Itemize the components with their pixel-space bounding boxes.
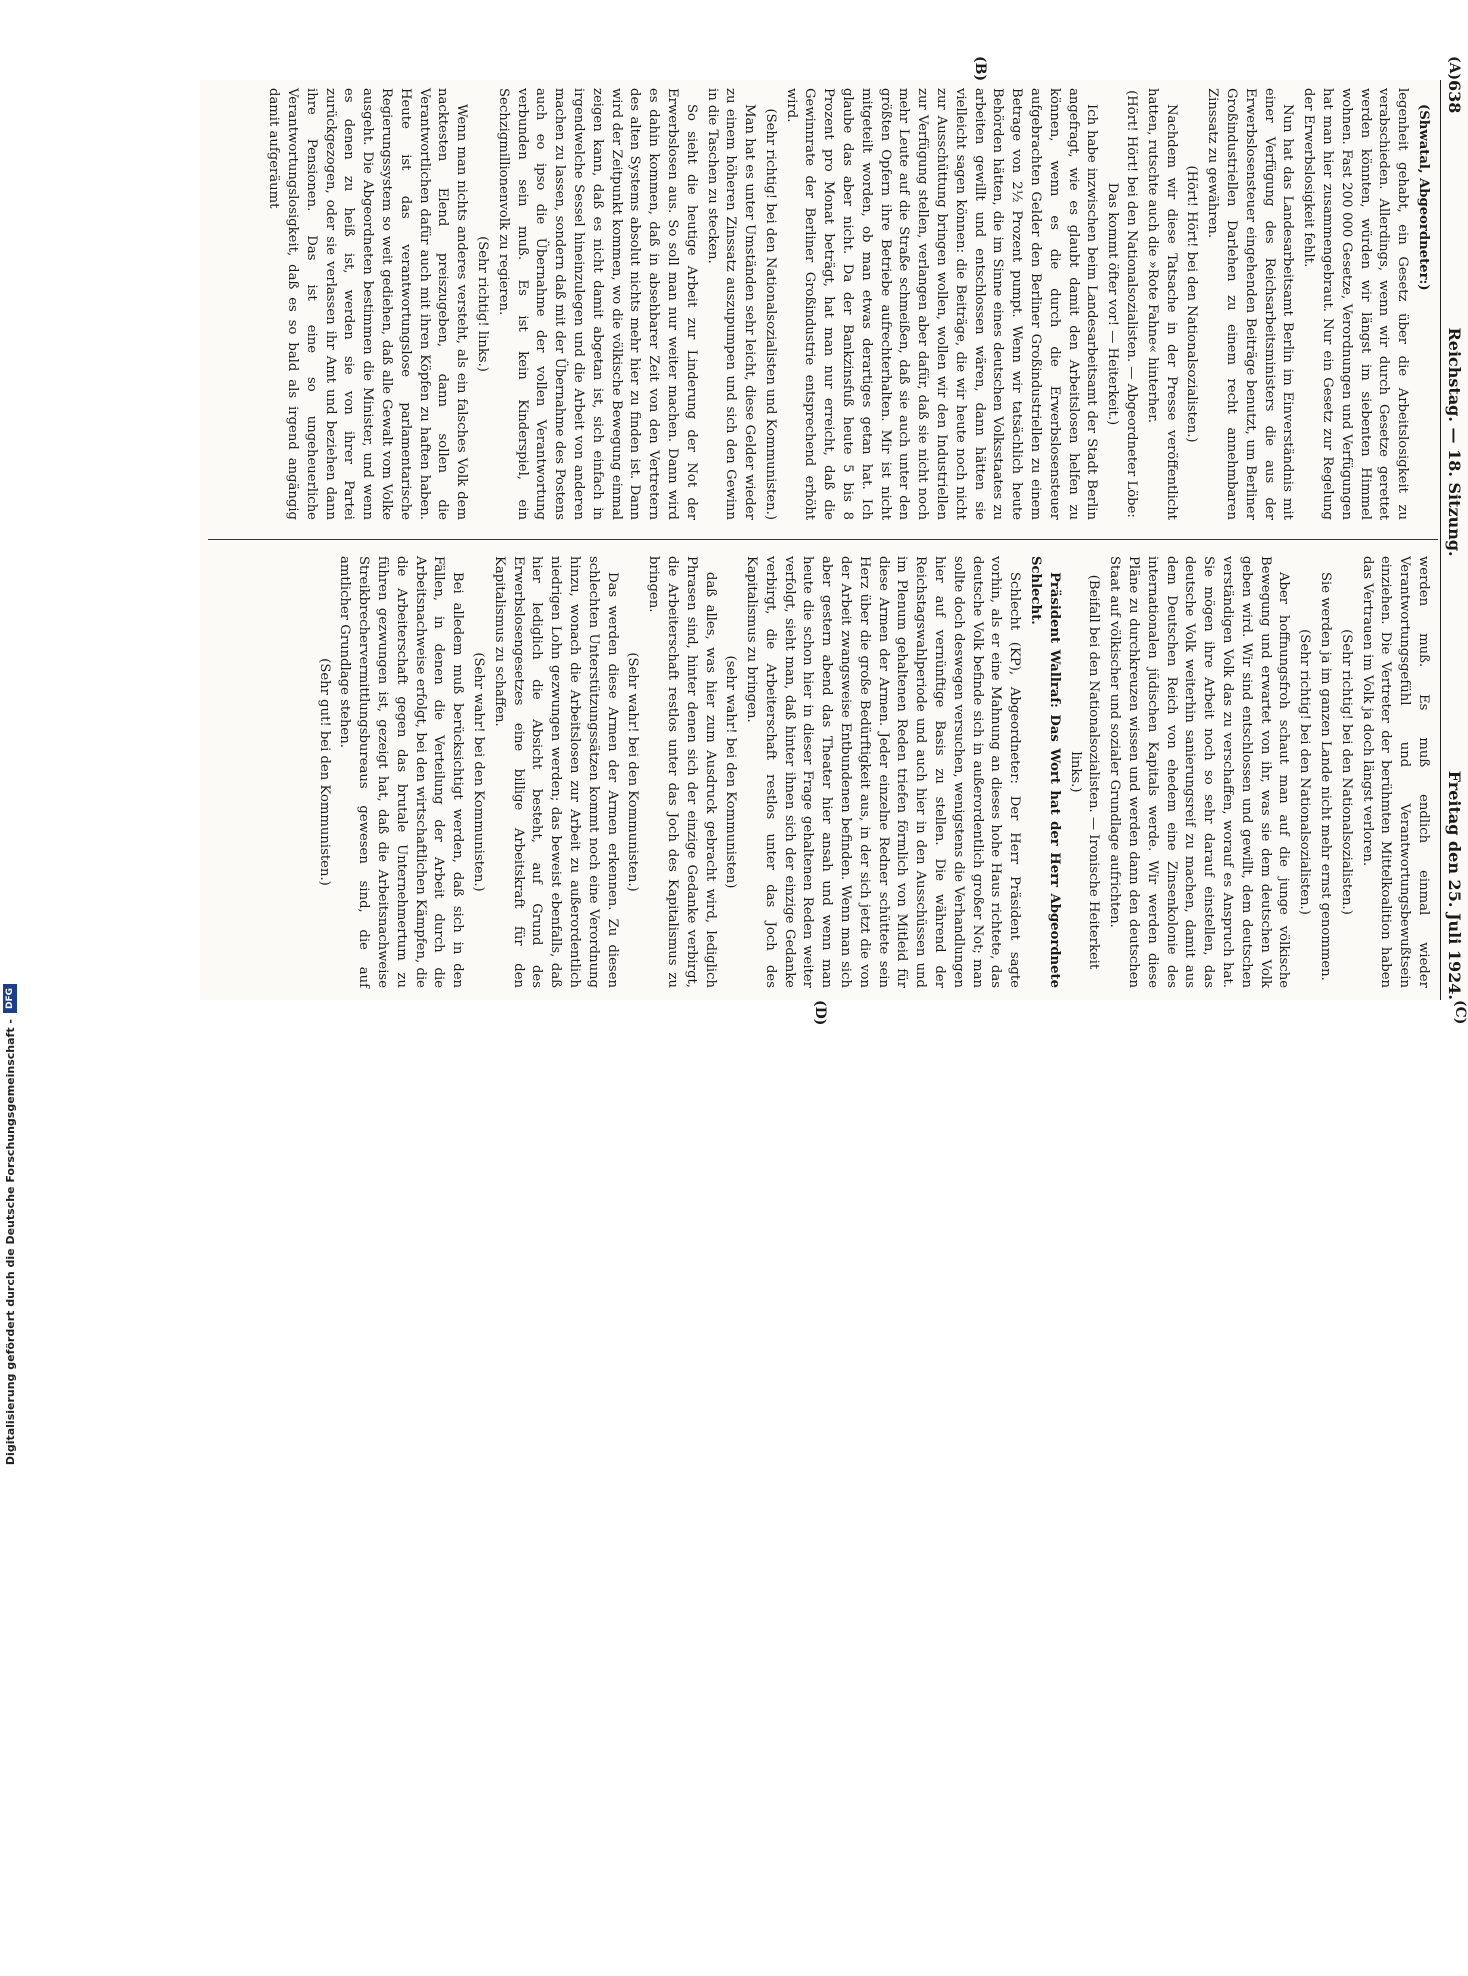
paragraph: (Beifall bei den Nationalsozialisten. — Ironische Heiterkeit links.): [1067, 574, 1102, 970]
paragraph: Sie werden ja im ganzen Lande nicht mehr ernst genommen.: [1318, 572, 1334, 981]
digitization-credit: [0, 976, 20, 1976]
page-header: [1440, 80, 1468, 1000]
dfg-logo: DFG: [3, 984, 17, 1013]
paragraph: Wenn man nichts anderes versteht, als ein falsches Volk dem nacktesten Elend preiszugeben, dann sollen die Verantwortlichen dafür auch mit ihren Köpfen zu haften haben. Heute ist das verantwortungslose parlamentarische Regierungssystem so weit gediehen, daß alle Gewalt vom Volke ausgeht. Die Abgeordneten bestimmen die Minister, und wenn es denen zu heiß ist, werden sie von ihrer Partei zurückgezogen, oder sie verlassen ihr Amt und beziehen dann ihre Pensionen. Das ist eine so ungeheuerliche Verantwortungslosigkeit, daß es so bald als irgend angängig damit aufgeräumt: [266, 88, 470, 520]
paragraph: (Sehr richtig! bei den Nationalsozialisten und Kommunisten.): [762, 108, 778, 520]
paragraph: Präsident Wallraf: Das Wort hat der Herr Abgeordnete Schlecht.: [1028, 556, 1062, 988]
paragraph: (Hört! Hört! bei den Nationalsozialisten.): [1184, 165, 1200, 443]
paragraph: daß alles, was hier zum Ausdruck gebracht wird, lediglich Phrasen sind, hinter denen sich der einzige Gedanke verbirgt, die Arbeiterschaft restlos unter das Joch des Kapitalismus zu bringen.: [646, 556, 718, 988]
paragraph: Bei alledem muß berücksichtigt werden, daß sich in den Fällen, in denen die Verteilung der Arbeit durch die Arbeitsnachweise erfolgt, bei den wirtschaftlichen Kämpfen, die die Arbeiterschaft gegen das brutale Unternehmertum zu führen gezwungen ist, gezeigt hat, daß die Arbeitsnachweise Streikbrechervermittlungsbureaus gewesen sind, die auf amtlicher Grundlage stehen.: [337, 556, 466, 988]
left-column: [212, 88, 1432, 520]
paragraph: (Sehr wahr! bei den Kommunisten.): [625, 652, 641, 892]
paragraph: Ich habe inzwischen beim Landesarbeitsamt der Stadt Berlin angefragt, wie es glaubt damit den Arbeitslosen helfen zu können, wenn es die durch die Erwerbslosensteuer aufgebrachten Gelder den Berliner Großindustriellen zu einem Betrage von 2½ Prozent pumpt. Wenn wir tatsächlich heute Behörden hätten, die im Sinne eines deutschen Volksstaates zu arbeiten gewillt und entschlossen wären, dann hätten sie vielleicht sagen können: die Beiträge, die wir heute noch nicht zur Ausschüttung bringen wollen, wollen wir den Industriellen zur Verfügung stellen, verlangen aber dafür, daß sie nicht noch mehr Leute auf die Straße schmeißen, daß sie auch unter den größten Opfern ihre Betriebe aufrechterhalten. Mir ist nicht mitgeteilt worden, ob man etwas derartiges getan hat. Ich glaube das aber nicht. Da der Bankzinsfuß heute 5 bis 8 Prozent pro Monat beträgt, hat man nur erreicht, daß die Gewinnrate der Berliner Großindustrie entsprechend erhöht wird.: [783, 88, 1100, 520]
paragraph: Aber hoffnungsfroh schaut man auf die junge völkische Bewegung und erwartet von ihr, was sie dem deutschen Volk geben wird. Wir sind entschlossen und gewillt, dem deutschen verständigen Volk das zu verschaffen, worauf es Anspruch hat. Sie mögen ihre Arbeit noch so sehr darauf einstellen, das deutsche Volk weiterhin sanierungsreif zu machen, damit aus dem Deutschen Reich von ehedem eine Zinsenkolonie des internationalen jüdischen Kapitals werde. Wir werden diese Pläne zu durchkreuzen wissen und werden dann den deutschen Staat auf völkischer und sozialer Grundlage aufrichten.: [1107, 556, 1292, 988]
paragraph: (Sehr richtig! links.): [474, 236, 490, 372]
paragraph: (Sehr wahr! bei den Kommunisten.): [470, 652, 486, 892]
paragraph: Schlecht (KP), Abgeordneter: Der Herr Präsident sagte vorhin, als er eine Mahnung an dieses hohe Haus richtete, das deutsche Volk befinde sich in außerordentlich großer Not; man sollte doch deswegen versuchen, wenigstens die Verhandlungen hier auf vernünftige Basis zu stellen. Die während der Reichstagswahlperiode und auch hier in den Ausschüssen und im Plenum gehaltenen Reden triefen förmlich von Mitleid für diese Armen der Armen. Jeder einzelne Redner schüttete sein Herz über die große Bedürftigkeit aus, in der sich jetzt die von der Arbeit zwangsweise Entbundenen befinden. Wenn man sich aber gestern abend das Theater hier ansah und wenn man heute die schon hier in dieser Frage gehaltenen Reden weiter verfolgt, sieht man, daß hinter ihnen sich der einzige Gedanke verbirgt, die Arbeiterschaft restlos unter das Joch des Kapitalismus zu bringen.: [744, 556, 1023, 988]
page-number: 638: [1445, 80, 1464, 114]
paragraph: (Sehr gut! bei den Kommunisten.): [316, 658, 332, 886]
margin-marker-d: (D): [812, 1000, 828, 1026]
paragraph: (Hört! Hört! bei den Nationalsozialisten. — Abgeordneter Löbe: Das kommt öfter vor! — Heiterkeit.): [1105, 90, 1140, 518]
paragraph: Nun hat das Landesarbeitsamt Berlin im Einverständnis mit einer Verfügung des Reichsarbeitsministers die aus der Erwerbslosensteuer eingehenden Beiträge benutzt, um Berliner Großindustriellen Darlehen zu einem recht annehmbaren Zinssatz zu gewähren.: [1205, 88, 1296, 520]
paragraph: (Shwatal, Abgeordneter:): [1416, 104, 1431, 291]
paragraph: legenheit gehabt, ein Gesetz über die Arbeitslosigkeit zu verabschieden. Allerdings, wenn wir durch Gesetze gerettet werden könnten, würden wir längst im siebenten Himmel wohnen. Fast 200 000 Gesetze, Verordnungen und Verfügungen hat man hier zusammengebraut. Nur ein Gesetz zur Regelung der Erwerbslosigkeit fehlt.: [1301, 88, 1411, 520]
page-date: Freitag den 25. Juli 1924.: [1445, 770, 1464, 1000]
paragraph: Nachdem wir diese Tatsache in der Presse veröffentlicht hatten, rutschte auch die »Rote Fahne« hinterher.: [1144, 88, 1179, 520]
right-column: [212, 556, 1432, 988]
footer-strip: [0, 0, 22, 1466]
margin-marker-c: (C): [1452, 1000, 1468, 1025]
page-title: Reichstag. — 18. Sitzung.: [1445, 327, 1464, 557]
document-page: [200, 56, 1468, 1026]
margin-marker-b: (B): [972, 56, 988, 82]
paragraph: (Sehr richtig! bei den Nationalsozialisten.): [1297, 629, 1313, 915]
margin-marker-a: (A): [1446, 56, 1462, 81]
column-divider: [208, 539, 1438, 540]
credit-text: Digitalisierung gefördert durch die Deutsche Forschungsgemeinschaft -: [3, 1019, 17, 1466]
paragraph: (sehr wahr! bei den Kommunisten): [723, 655, 739, 889]
paragraph: So sieht die heutige Arbeit zur Linderung der Not der Erwerbslosen aus. So soll man nur weiter machen. Dann wird es dahin kommen, daß in absehbarer Zeit von den Vertretern des alten Systems absolut nichts mehr hier zu finden ist. Dann wird der Zeitpunkt kommen, wo die völkische Bewegung einmal zeigen kann, daß es nicht damit abgetan ist, sich einfach in irgendwelche Sessel hineinzulegen und die Arbeit von anderen machen zu lassen, sondern daß mit der Übernahme des Postens auch eo ipso die Übernahme der vollen Verantwortung verbunden sein muß. Es ist kein Kinderspiel, ein Sechzigmillionenvolk zu regieren.: [495, 88, 699, 520]
paragraph: Man hat es unter Umständen sehr leicht, diese Gelder wieder zu einem höheren Zinssatz auszupumpen und sich den Gewinn in die Taschen zu stecken.: [704, 88, 758, 520]
paragraph: werden muß. Es muß endlich einmal wieder Verantwortungsgefühl und Verantwortungsbewußtsein einziehen. Die Vertreter der berühmten Mittelkoalition haben das Vertrauen im Volk ja doch längst verloren.: [1359, 556, 1431, 988]
paragraph: Das werden diese Armen der Armen erkennen. Zu diesen schlechten Unterstützungssätzen kommt noch eine Verordnung hinzu, wonach die Arbeitslosen zur Arbeit zu außerordentlich niedrigen Lohn gezwungen werden; das beweist ebenfalls, daß hier lediglich die Absicht besteht, auf Grund des Erwerbslosengesetzes eine billige Arbeitskraft für den Kapitalismus zu schaffen.: [491, 556, 620, 988]
paragraph: (Sehr richtig! bei den Nationalsozialisten.): [1338, 629, 1354, 915]
